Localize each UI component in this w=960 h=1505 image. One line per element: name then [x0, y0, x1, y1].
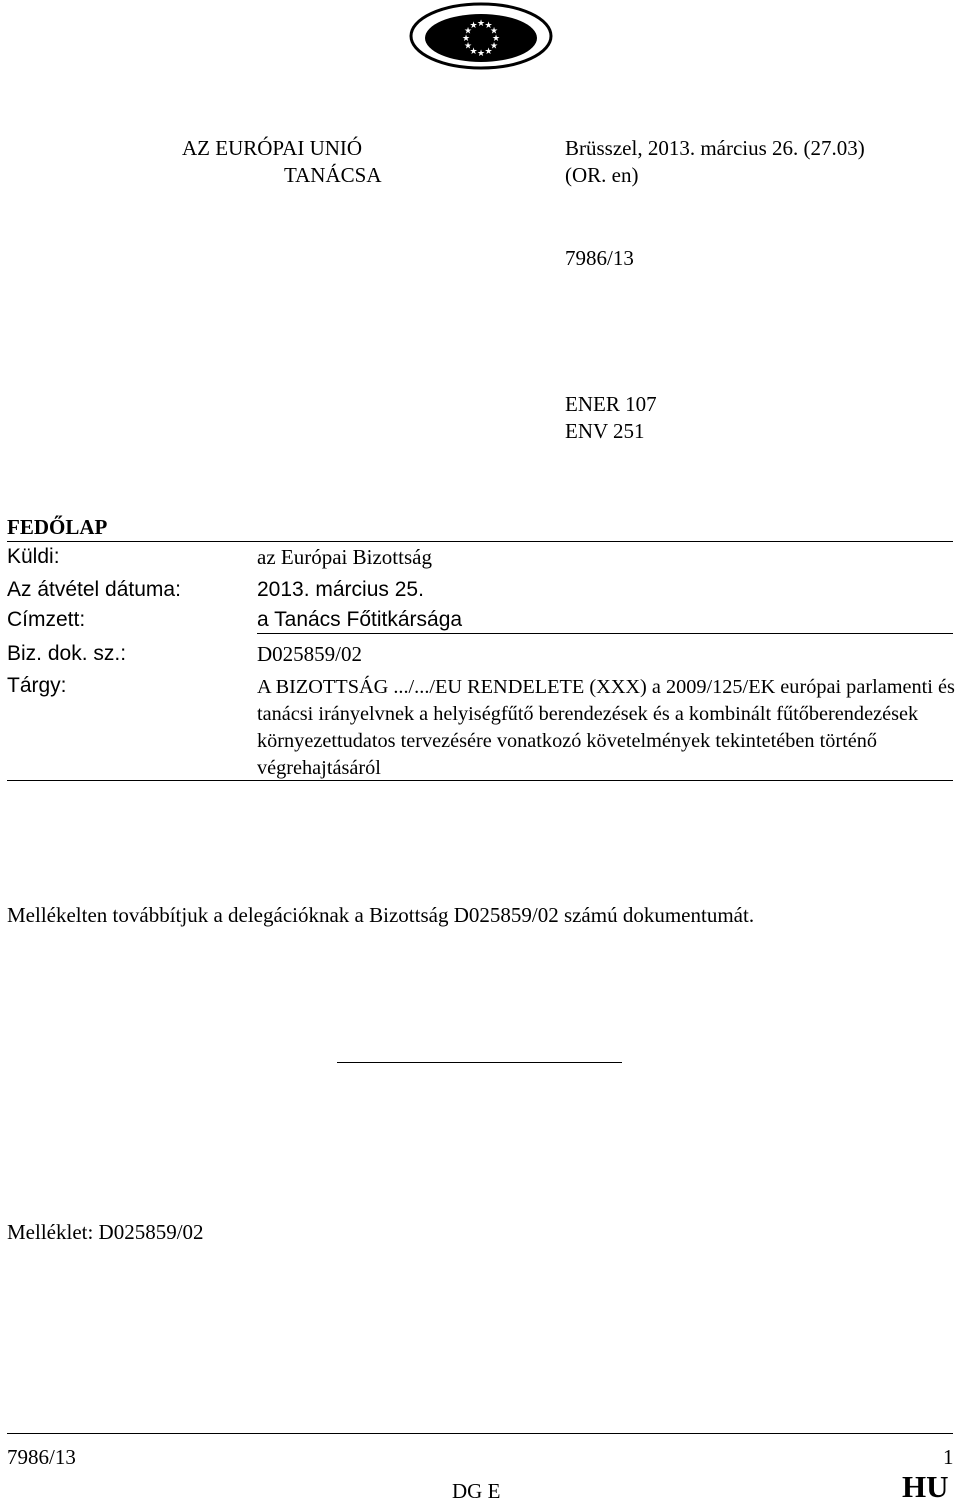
field-value-com-doc-number: D025859/02 [257, 642, 362, 666]
field-label-sender: Küldi: [7, 545, 60, 568]
annex-line: Melléklet: D025859/02 [7, 1220, 204, 1244]
star-icon: ★ [476, 48, 486, 58]
council-logo-icon [409, 2, 553, 70]
code-ener: ENER 107 [565, 392, 657, 416]
field-value-sender: az Európai Bizottság [257, 545, 432, 569]
field-label-com-doc-number: Biz. dok. sz.: [7, 642, 127, 665]
star-icon: ★ [484, 20, 493, 30]
field-label-recipient: Címzett: [7, 608, 86, 631]
star-icon: ★ [469, 20, 478, 30]
field-value-receipt-date: 2013. március 25. [257, 578, 424, 601]
star-icon: ★ [491, 33, 501, 43]
divider [257, 633, 953, 634]
org-name-line1: AZ EURÓPAI UNIÓ [182, 136, 363, 160]
star-icon: ★ [484, 46, 493, 56]
footer-doc-number: 7986/13 [7, 1445, 76, 1469]
end-rule [337, 1062, 622, 1063]
star-icon: ★ [463, 25, 473, 36]
org-name-line2: TANÁCSA [284, 163, 382, 187]
star-icon: ★ [476, 18, 486, 28]
divider [7, 780, 953, 781]
footer-divider [7, 1433, 953, 1434]
star-icon: ★ [461, 33, 471, 43]
cover-title: FEDŐLAP [7, 515, 108, 539]
transmittal-text: Mellékelten továbbítjuk a delegációknak a Bizottság D025859/02 számú dokumentumát. [7, 903, 755, 927]
star-icon: ★ [489, 25, 499, 36]
page-number: 1 [943, 1445, 954, 1469]
footer-dg: DG E [452, 1479, 501, 1503]
field-label-receipt-date: Az átvétel dátuma: [7, 578, 181, 601]
star-icon: ★ [463, 40, 473, 51]
field-value-recipient: a Tanács Főtitkársága [257, 608, 463, 631]
document-number: 7986/13 [565, 246, 634, 270]
star-icon: ★ [489, 40, 499, 51]
place-date-line2: (OR. en) [565, 163, 639, 187]
language-code: HU [902, 1469, 949, 1504]
place-date-line1: Brüsszel, 2013. március 26. (27.03) [565, 136, 865, 160]
code-env: ENV 251 [565, 419, 645, 443]
divider [7, 541, 953, 542]
field-value-subject: A BIZOTTSÁG .../.../EU RENDELETE (XXX) a 2009/125/EK európai parlamenti és tanácsi irányelvnek a helyiségfűtő berendezések és a kombinált fűtőberendezések környezettudatos tervezésére vonatkozó követelmények tekintetében történő végrehajtásáról [257, 676, 955, 779]
field-label-subject: Tárgy: [7, 674, 67, 697]
star-icon: ★ [469, 46, 478, 56]
